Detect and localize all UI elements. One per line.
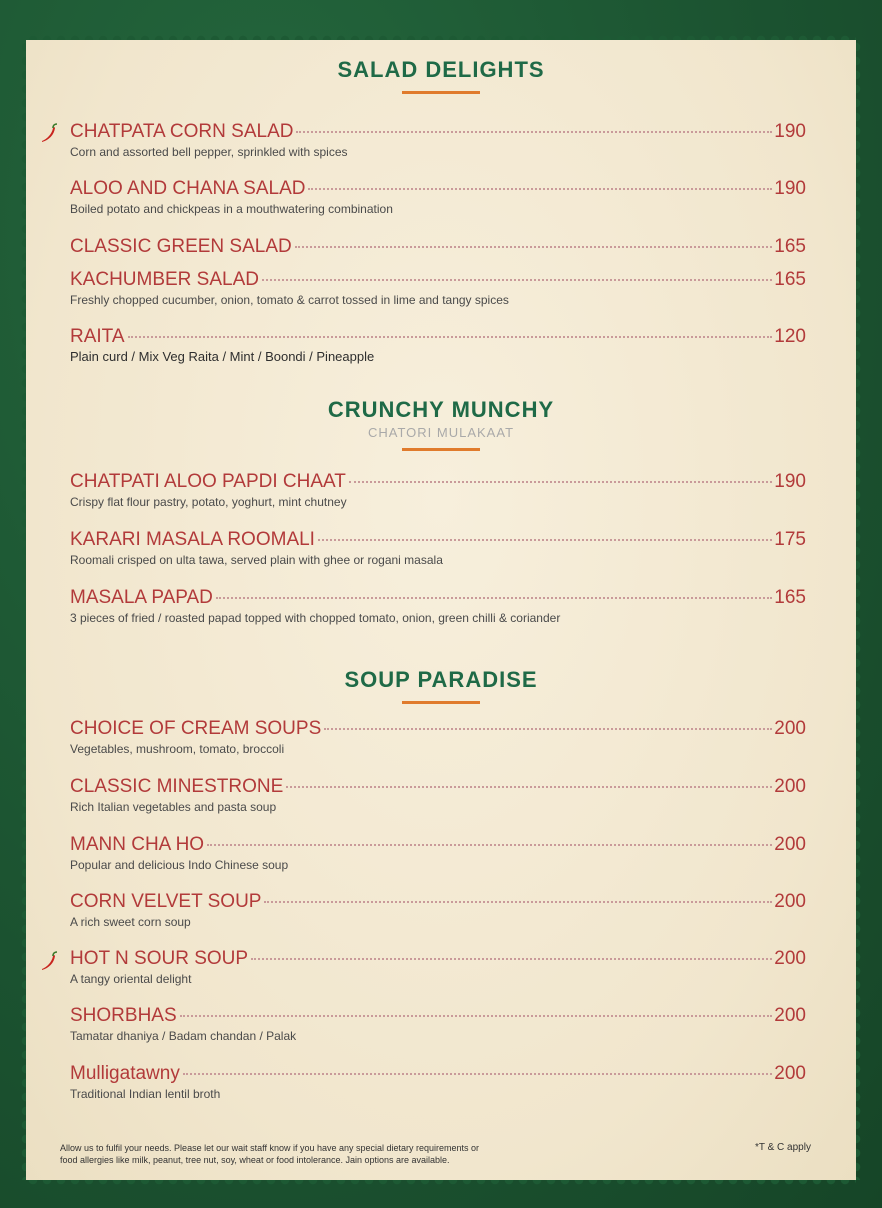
item-description: Traditional Indian lentil broth [70,1087,221,1101]
menu-item [70,1005,806,1044]
section-header-soup [0,667,882,704]
item-price: 200 [774,718,806,739]
item-price: 200 [774,776,806,797]
item-description: Rich Italian vegetables and pasta soup [70,800,277,814]
item-price: 200 [774,1063,806,1084]
menu-item [70,529,806,568]
item-name: CHATPATI ALOO PAPDI CHAAT [70,471,346,492]
section-title: SALAD DELIGHTS [337,57,545,82]
item-price: 190 [774,471,806,492]
item-price: 190 [774,121,806,142]
menu-item [70,326,806,365]
item-name: HOT N SOUR SOUP [70,948,249,969]
item-description: Corn and assorted bell pepper, sprinkled with spices [70,145,348,159]
item-name: MASALA PAPAD [70,587,213,608]
dot-leader [286,786,772,788]
menu-item [70,776,806,815]
item-name: Mulligatawny [70,1063,180,1084]
item-price: 120 [774,326,806,347]
item-description: 3 pieces of fried / roasted papad topped with chopped tomato, onion, green chilli & coriander [70,611,561,625]
chili-icon [38,122,60,144]
item-description: Freshly chopped cucumber, onion, tomato & carrot tossed in lime and tangy spices [70,293,509,307]
dot-leader [349,481,772,483]
section-header-crunchy [0,397,882,451]
item-price: 165 [774,236,806,257]
section-divider [402,448,480,451]
item-name: CHATPATA CORN SALAD [70,121,294,142]
dietary-note-line: food allergies like milk, peanut, tree nut, soy, wheat or food intolerance. Jain options are available. [60,1155,450,1165]
terms-note: *T & C apply [755,1142,811,1153]
chili-icon [38,950,60,972]
menu-item [70,891,806,930]
item-description: Popular and delicious Indo Chinese soup [70,858,289,872]
menu-item [70,834,806,873]
dot-leader [295,246,773,248]
section-subtitle: CHATORI MULAKAAT [367,425,515,440]
item-price: 175 [774,529,806,550]
dietary-note [60,1142,479,1166]
dot-leader [183,1073,772,1075]
dot-leader [207,844,772,846]
dot-leader [251,958,772,960]
menu-item [70,718,806,757]
section-divider [402,91,480,94]
dot-leader [262,279,772,281]
item-description: Plain curd / Mix Veg Raita / Mint / Boondi / Pineapple [70,349,375,364]
item-name: SHORBHAS [70,1005,177,1026]
item-price: 165 [774,587,806,608]
item-price: 200 [774,834,806,855]
dot-leader [216,597,772,599]
item-price: 165 [774,269,806,290]
section-header-salad [0,57,882,94]
section-title: CRUNCHY MUNCHY [327,397,555,422]
menu-item [70,236,806,258]
dietary-note-line: Allow us to fulfil your needs. Please let our wait staff know if you have any special dietary requirements or [60,1143,480,1153]
item-description: A rich sweet corn soup [70,915,191,929]
item-price: 200 [774,948,806,969]
dot-leader [180,1015,773,1017]
item-price: 200 [774,891,806,912]
item-name: KARARI MASALA ROOMALI [70,529,315,550]
menu-item [70,121,806,160]
section-title: SOUP PARADISE [344,667,538,692]
item-description: Crispy flat flour pastry, potato, yoghurt, mint chutney [70,495,347,509]
item-name: KACHUMBER SALAD [70,269,259,290]
item-description: Tamatar dhaniya / Badam chandan / Palak [70,1029,297,1043]
item-name: RAITA [70,326,125,347]
section-divider [402,701,480,704]
menu-item [70,178,806,217]
item-name: CLASSIC GREEN SALAD [70,236,292,257]
menu-item [70,1063,806,1102]
menu-item [70,269,806,308]
dot-leader [296,131,772,133]
dot-leader [128,336,773,338]
item-description: Boiled potato and chickpeas in a mouthwatering combination [70,202,393,216]
menu-item [70,948,806,987]
menu-item [70,471,806,510]
item-price: 200 [774,1005,806,1026]
item-name: ALOO AND CHANA SALAD [70,178,306,199]
dot-leader [324,728,772,730]
item-description: A tangy oriental delight [70,972,192,986]
dot-leader [308,188,772,190]
item-name: CLASSIC MINESTRONE [70,776,284,797]
dot-leader [264,901,772,903]
item-name: CHOICE OF CREAM SOUPS [70,718,322,739]
item-name: CORN VELVET SOUP [70,891,262,912]
menu-item [70,587,806,626]
item-description: Roomali crisped on ulta tawa, served plain with ghee or rogani masala [70,553,443,567]
item-name: MANN CHA HO [70,834,205,855]
dot-leader [318,539,772,541]
item-description: Vegetables, mushroom, tomato, broccoli [70,742,285,756]
item-price: 190 [774,178,806,199]
